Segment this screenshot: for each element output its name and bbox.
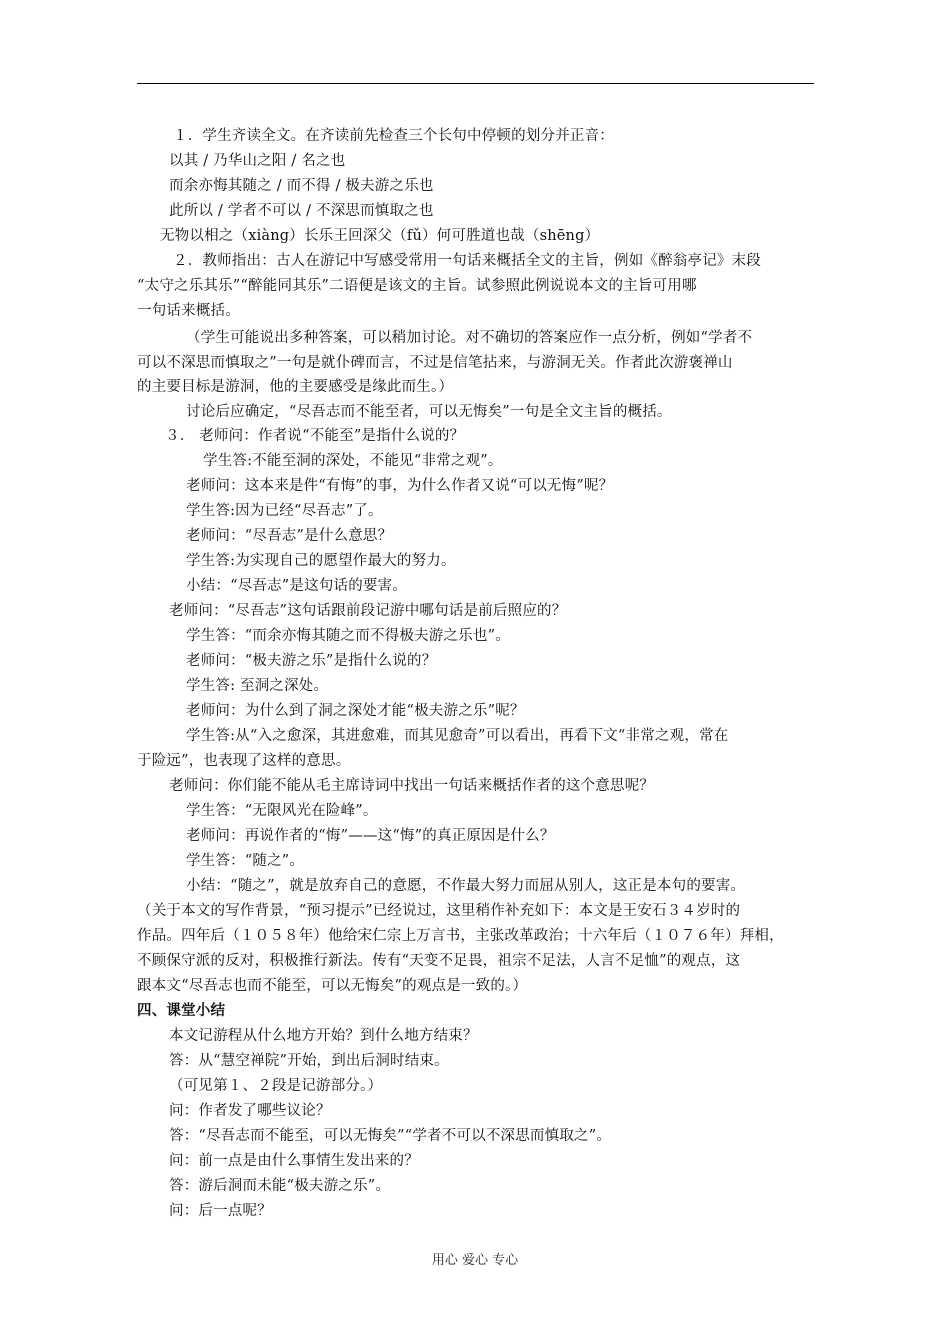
page-footer: 用心 爱心 专心 [431, 1253, 519, 1268]
section-heading: 四、课堂小结 [137, 1002, 226, 1019]
text-line: 学生答: 至洞之深处。 [186, 678, 329, 694]
text-line: 讨论后应确定，“尽吾志而不能至者，可以无悔矣”一句是全文主旨的概括。 [186, 404, 672, 420]
text-line: 作品。四年后（１０５８年）他给宋仁宗上万言书，主张改革政治；十六年后（１０７６年）拜相， [137, 928, 784, 944]
text-line: 学生答：“无限风光在险峰”。 [186, 803, 378, 819]
text-line: 学生答：“而余亦悔其随之而不得极夫游之乐也”。 [186, 628, 510, 644]
text-line: （关于本文的写作背景，“预习提示”已经说过，这里稍作补充如下：本文是王安石３４岁时的 [137, 903, 741, 919]
text-line: 答：“尽吾志而不能至，可以无悔矣”“学者不可以不深思而慎取之”。 [169, 1128, 612, 1144]
text-line: 老师问：为什么到了洞之深处才能“极夫游之乐”呢？ [186, 703, 525, 719]
text-line: 问：后一点呢？ [169, 1203, 272, 1219]
text-line: 老师问：再说作者的“悔”——这“悔”的真正原因是什么？ [186, 828, 555, 844]
text-line: 小结：“尽吾志”是这句话的要害。 [186, 578, 408, 594]
text-line: （学生可能说出多种答案，可以稍加讨论。对不确切的答案应作一点分析，例如“学者不 [186, 330, 753, 346]
header-rule [137, 83, 814, 84]
text-line: 学生答:为实现自己的愿望作最大的努力。 [186, 553, 456, 569]
text-line: 小结：“随之”，就是放弃自己的意愿，不作最大努力而屈从别人，这正是本句的要害。 [186, 878, 746, 894]
text-line: 学生答：“随之”。 [186, 853, 305, 869]
text-line: 于险远”，也表现了这样的意思。 [137, 753, 351, 769]
text-line: 而余亦悔其随之 / 而不得 / 极夫游之乐也 [169, 178, 434, 194]
text-line: 老师问：这本来是件“有悔”的事，为什么作者又说“可以无悔”呢？ [186, 478, 614, 494]
text-line: 跟本文“尽吾志也而不能至，可以无悔矣”的观点是一致的。） [137, 978, 528, 994]
text-line: 答：从“慧空禅院”开始，到出后洞时结束。 [169, 1053, 449, 1069]
text-line: 问：作者发了哪些议论？ [169, 1103, 331, 1119]
text-line: 此所以 / 学者不可以 / 不深思而慎取之也 [169, 203, 434, 219]
text-line: （可见第１、２段是记游部分。） [169, 1078, 383, 1094]
text-line: 学生答:不能至洞的深处，不能见“非常之观”。 [203, 453, 503, 469]
text-line: 可以不深思而慎取之”一句是就仆碑而言，不过是信笔拈来，与游洞无关。作者此次游褒禅山 [137, 355, 733, 371]
text-line: 老师问：你们能不能从毛主席诗词中找出一句话来概括作者的这个意思呢？ [169, 778, 655, 794]
text-line: 学生答:从“入之愈深，其进愈难，而其见愈奇”可以看出，再看下文“非常之观，常在 [186, 728, 729, 744]
text-line: 老师问：“尽吾志”是什么意思？ [186, 528, 393, 544]
text-line: 本文记游程从什么地方开始？到什么地方结束？ [169, 1028, 478, 1044]
text-line: 以其 / 乃华山之阳 / 名之也 [169, 153, 346, 169]
text-line: 一句话来概括。 [137, 303, 240, 319]
text-line: 答：游后洞而未能“极夫游之乐”。 [169, 1178, 391, 1194]
text-line: １．学生齐读全文。在齐读前先检查三个长句中停顿的划分并正音： [173, 128, 614, 144]
text-line: 老师问：“极夫游之乐”是指什么说的？ [186, 653, 437, 669]
text-line: 的主要目标是游洞，他的主要感受是缘此而生。） [137, 379, 454, 395]
text-line: 不顾保守派的反对，积极推行新法。传有“天变不足畏，祖宗不足法，人言不足恤”的观点，这 [137, 953, 741, 969]
text-line: “太守之乐其乐”“醉能同其乐”二语便是该文的主旨。试参照此例说说本文的主旨可用哪 [137, 278, 697, 294]
text-line: 老师问：“尽吾志”这句话跟前段记游中哪句话是前后照应的？ [169, 603, 567, 619]
text-line: 学生答:因为已经“尽吾志”了。 [186, 503, 383, 519]
text-line: 无物以相之（xiàng）长乐王回深父（fǔ）何可胜道也哉（shēng） [160, 228, 600, 244]
text-line: ２．教师指出：古人在游记中写感受常用一句话来概括全文的主旨，例如《醉翁亭记》末段 [173, 253, 761, 269]
text-line: 问：前一点是由什么事情生发出来的？ [169, 1153, 419, 1169]
text-line: ３． 老师问：作者说“不能至”是指什么说的？ [165, 428, 465, 444]
